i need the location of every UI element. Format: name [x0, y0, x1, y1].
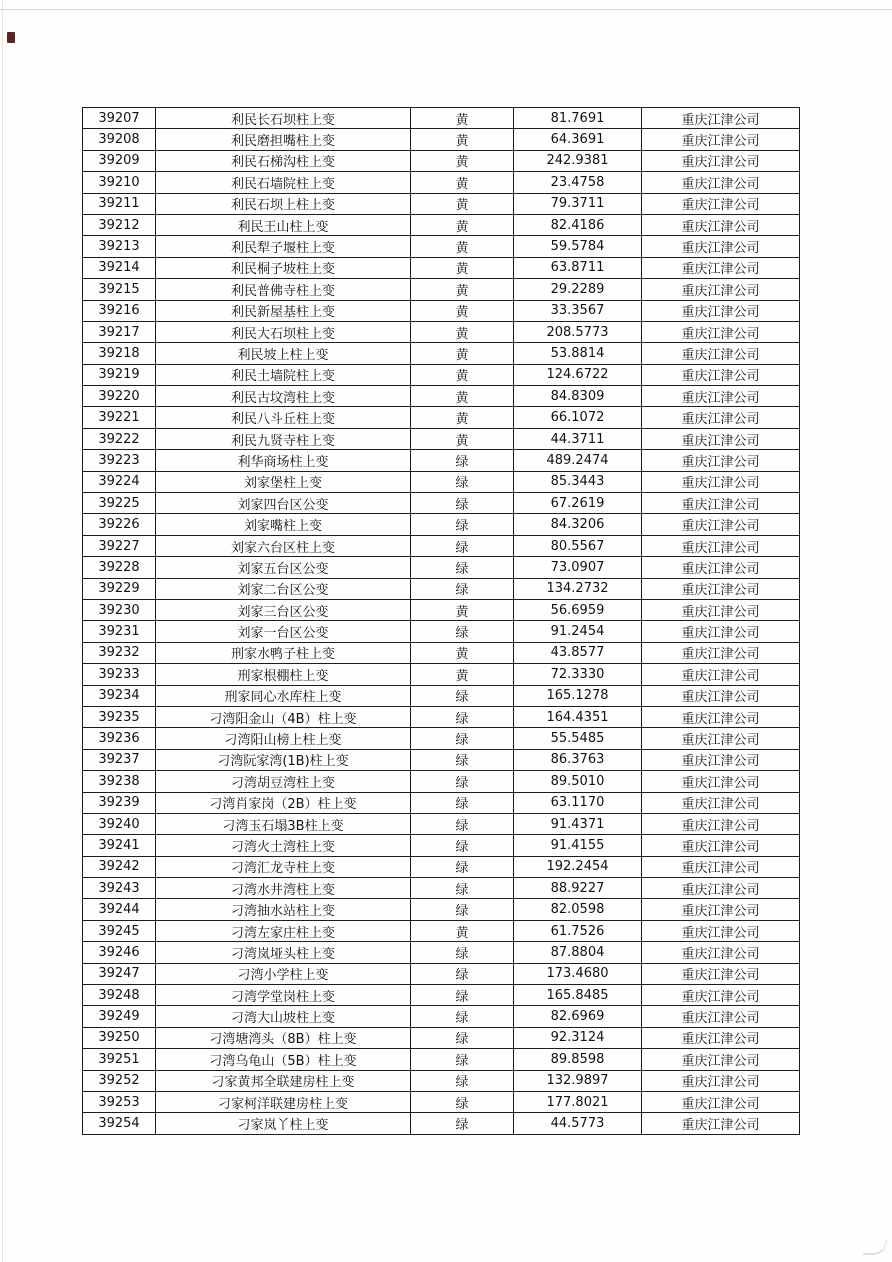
row-id-cell: 39222	[83, 428, 156, 449]
row-value-cell: 53.8814	[514, 343, 642, 364]
row-id-cell: 39250	[83, 1027, 156, 1048]
row-status-cell: 绿	[411, 771, 514, 792]
row-id-cell: 39231	[83, 621, 156, 642]
row-id-cell: 39229	[83, 578, 156, 599]
table-row	[83, 279, 800, 300]
row-name-cell: 利民犁子堰柱上变	[156, 236, 411, 257]
row-status-cell: 黄	[411, 428, 514, 449]
row-status-cell: 绿	[411, 535, 514, 556]
row-company-cell: 重庆江津公司	[642, 856, 800, 877]
table-row	[83, 920, 800, 941]
row-status-cell: 绿	[411, 1091, 514, 1112]
row-name-cell: 刘家一台区公变	[156, 621, 411, 642]
row-company-cell: 重庆江津公司	[642, 599, 800, 620]
row-company-cell: 重庆江津公司	[642, 407, 800, 428]
row-status-cell: 绿	[411, 835, 514, 856]
row-status-cell: 黄	[411, 407, 514, 428]
row-name-cell: 刁湾胡豆湾柱上变	[156, 771, 411, 792]
row-id-cell: 39239	[83, 792, 156, 813]
row-id-cell: 39240	[83, 813, 156, 834]
row-id-cell: 39245	[83, 920, 156, 941]
row-id-cell: 39223	[83, 450, 156, 471]
table-row	[83, 1113, 800, 1134]
row-id-cell: 39232	[83, 642, 156, 663]
row-value-cell: 91.4371	[514, 813, 642, 834]
row-name-cell: 利民新屋基柱上变	[156, 300, 411, 321]
row-name-cell: 利民磨担嘴柱上变	[156, 129, 411, 150]
row-id-cell: 39243	[83, 878, 156, 899]
row-status-cell: 绿	[411, 749, 514, 770]
row-value-cell: 91.2454	[514, 621, 642, 642]
table-row	[83, 1049, 800, 1070]
row-company-cell: 重庆江津公司	[642, 172, 800, 193]
row-id-cell: 39221	[83, 407, 156, 428]
table-row	[83, 728, 800, 749]
row-status-cell: 黄	[411, 108, 514, 129]
row-company-cell: 重庆江津公司	[642, 321, 800, 342]
table-row	[83, 942, 800, 963]
row-name-cell: 刁湾阮家湾(1B)柱上变	[156, 749, 411, 770]
row-id-cell: 39244	[83, 899, 156, 920]
row-id-cell: 39236	[83, 728, 156, 749]
table-row	[83, 364, 800, 385]
row-status-cell: 黄	[411, 214, 514, 235]
row-value-cell: 82.4186	[514, 214, 642, 235]
row-name-cell: 刘家二台区公变	[156, 578, 411, 599]
row-value-cell: 177.8021	[514, 1091, 642, 1112]
row-id-cell: 39217	[83, 321, 156, 342]
row-status-cell: 绿	[411, 493, 514, 514]
row-company-cell: 重庆江津公司	[642, 364, 800, 385]
row-id-cell: 39224	[83, 471, 156, 492]
row-value-cell: 91.4155	[514, 835, 642, 856]
table-row	[83, 749, 800, 770]
row-company-cell: 重庆江津公司	[642, 749, 800, 770]
row-id-cell: 39235	[83, 706, 156, 727]
row-id-cell: 39226	[83, 514, 156, 535]
row-id-cell: 39246	[83, 942, 156, 963]
row-id-cell: 39230	[83, 599, 156, 620]
row-id-cell: 39219	[83, 364, 156, 385]
row-status-cell: 黄	[411, 364, 514, 385]
row-value-cell: 92.3124	[514, 1027, 642, 1048]
row-company-cell: 重庆江津公司	[642, 621, 800, 642]
row-status-cell: 黄	[411, 236, 514, 257]
row-company-cell: 重庆江津公司	[642, 236, 800, 257]
row-company-cell: 重庆江津公司	[642, 1113, 800, 1134]
row-status-cell: 绿	[411, 942, 514, 963]
table-row	[83, 878, 800, 899]
row-company-cell: 重庆江津公司	[642, 578, 800, 599]
row-status-cell: 绿	[411, 985, 514, 1006]
row-name-cell: 刘家三台区公变	[156, 599, 411, 620]
row-name-cell: 利民石坝上柱上变	[156, 193, 411, 214]
table-row	[83, 321, 800, 342]
row-status-cell: 黄	[411, 300, 514, 321]
table-row	[83, 108, 800, 129]
row-name-cell: 刑家水鸭子柱上变	[156, 642, 411, 663]
row-company-cell: 重庆江津公司	[642, 1006, 800, 1027]
row-status-cell: 绿	[411, 621, 514, 642]
table-row	[83, 386, 800, 407]
row-status-cell: 绿	[411, 792, 514, 813]
table-body	[83, 108, 800, 1135]
row-name-cell: 刁湾大山坡柱上变	[156, 1006, 411, 1027]
row-name-cell: 刁湾玉石塌3B柱上变	[156, 813, 411, 834]
row-id-cell: 39247	[83, 963, 156, 984]
row-company-cell: 重庆江津公司	[642, 471, 800, 492]
row-name-cell: 刘家五台区公变	[156, 557, 411, 578]
row-id-cell: 39228	[83, 557, 156, 578]
row-name-cell: 利民坡上柱上变	[156, 343, 411, 364]
row-id-cell: 39227	[83, 535, 156, 556]
page-corner-mark	[7, 32, 15, 43]
row-value-cell: 44.5773	[514, 1113, 642, 1134]
row-status-cell: 绿	[411, 878, 514, 899]
table-row	[83, 835, 800, 856]
table-row	[83, 535, 800, 556]
table-row	[83, 214, 800, 235]
row-value-cell: 63.8711	[514, 257, 642, 278]
row-company-cell: 重庆江津公司	[642, 1091, 800, 1112]
row-name-cell: 利民桐子坡柱上变	[156, 257, 411, 278]
row-id-cell: 39207	[83, 108, 156, 129]
row-status-cell: 绿	[411, 728, 514, 749]
row-name-cell: 刁湾学堂岗柱上变	[156, 985, 411, 1006]
row-status-cell: 绿	[411, 578, 514, 599]
row-status-cell: 黄	[411, 257, 514, 278]
row-name-cell: 刑家根棚柱上变	[156, 664, 411, 685]
row-company-cell: 重庆江津公司	[642, 450, 800, 471]
row-value-cell: 44.3711	[514, 428, 642, 449]
row-value-cell: 242.9381	[514, 150, 642, 171]
row-company-cell: 重庆江津公司	[642, 514, 800, 535]
row-company-cell: 重庆江津公司	[642, 642, 800, 663]
row-name-cell: 刁湾抽水站柱上变	[156, 899, 411, 920]
row-company-cell: 重庆江津公司	[642, 963, 800, 984]
row-id-cell: 39252	[83, 1070, 156, 1091]
row-id-cell: 39215	[83, 279, 156, 300]
table-row	[83, 428, 800, 449]
row-value-cell: 29.2289	[514, 279, 642, 300]
table-row	[83, 1006, 800, 1027]
row-value-cell: 489.2474	[514, 450, 642, 471]
row-value-cell: 85.3443	[514, 471, 642, 492]
row-name-cell: 利民古坟湾柱上变	[156, 386, 411, 407]
row-name-cell: 刁湾水井湾柱上变	[156, 878, 411, 899]
table-row	[83, 621, 800, 642]
row-value-cell: 164.4351	[514, 706, 642, 727]
table-row	[83, 514, 800, 535]
table-row	[83, 150, 800, 171]
table-row	[83, 813, 800, 834]
table-row	[83, 578, 800, 599]
row-name-cell: 刁湾塘湾头（8B）柱上变	[156, 1027, 411, 1048]
row-value-cell: 89.5010	[514, 771, 642, 792]
page-corner-fold	[863, 1240, 887, 1255]
row-name-cell: 刁湾乌龟山（5B）柱上变	[156, 1049, 411, 1070]
row-id-cell: 39242	[83, 856, 156, 877]
row-name-cell: 刁湾汇龙寺柱上变	[156, 856, 411, 877]
row-name-cell: 刘家嘴柱上变	[156, 514, 411, 535]
table-row	[83, 1027, 800, 1048]
row-id-cell: 39233	[83, 664, 156, 685]
row-company-cell: 重庆江津公司	[642, 878, 800, 899]
row-value-cell: 81.7691	[514, 108, 642, 129]
table-row	[83, 300, 800, 321]
row-company-cell: 重庆江津公司	[642, 300, 800, 321]
row-name-cell: 利民八斗丘柱上变	[156, 407, 411, 428]
row-company-cell: 重庆江津公司	[642, 728, 800, 749]
row-company-cell: 重庆江津公司	[642, 386, 800, 407]
row-company-cell: 重庆江津公司	[642, 706, 800, 727]
row-status-cell: 黄	[411, 279, 514, 300]
row-company-cell: 重庆江津公司	[642, 343, 800, 364]
table-row	[83, 407, 800, 428]
row-id-cell: 39212	[83, 214, 156, 235]
row-company-cell: 重庆江津公司	[642, 193, 800, 214]
row-value-cell: 63.1170	[514, 792, 642, 813]
table-row	[83, 899, 800, 920]
table-row	[83, 985, 800, 1006]
row-name-cell: 刁湾火土湾柱上变	[156, 835, 411, 856]
row-value-cell: 55.5485	[514, 728, 642, 749]
row-company-cell: 重庆江津公司	[642, 493, 800, 514]
row-value-cell: 73.0907	[514, 557, 642, 578]
row-value-cell: 59.5784	[514, 236, 642, 257]
row-company-cell: 重庆江津公司	[642, 1027, 800, 1048]
row-company-cell: 重庆江津公司	[642, 835, 800, 856]
row-id-cell: 39248	[83, 985, 156, 1006]
row-name-cell: 利民九贤寺柱上变	[156, 428, 411, 449]
row-value-cell: 87.8804	[514, 942, 642, 963]
row-value-cell: 192.2454	[514, 856, 642, 877]
row-id-cell: 39216	[83, 300, 156, 321]
row-value-cell: 66.1072	[514, 407, 642, 428]
row-status-cell: 黄	[411, 599, 514, 620]
row-status-cell: 绿	[411, 514, 514, 535]
row-value-cell: 132.9897	[514, 1070, 642, 1091]
row-value-cell: 165.1278	[514, 685, 642, 706]
row-status-cell: 绿	[411, 1006, 514, 1027]
row-name-cell: 利华商场柱上变	[156, 450, 411, 471]
row-value-cell: 86.3763	[514, 749, 642, 770]
row-status-cell: 绿	[411, 1049, 514, 1070]
row-name-cell: 利民石梯沟柱上变	[156, 150, 411, 171]
row-status-cell: 黄	[411, 642, 514, 663]
table-row	[83, 963, 800, 984]
table-row	[83, 664, 800, 685]
row-id-cell: 39253	[83, 1091, 156, 1112]
scan-edge-top-line	[0, 9, 892, 10]
row-company-cell: 重庆江津公司	[642, 1049, 800, 1070]
row-value-cell: 33.3567	[514, 300, 642, 321]
row-id-cell: 39210	[83, 172, 156, 193]
row-company-cell: 重庆江津公司	[642, 535, 800, 556]
table-row	[83, 257, 800, 278]
row-status-cell: 绿	[411, 963, 514, 984]
row-company-cell: 重庆江津公司	[642, 108, 800, 129]
row-id-cell: 39234	[83, 685, 156, 706]
row-value-cell: 67.2619	[514, 493, 642, 514]
row-id-cell: 39241	[83, 835, 156, 856]
row-status-cell: 黄	[411, 664, 514, 685]
row-company-cell: 重庆江津公司	[642, 899, 800, 920]
row-id-cell: 39254	[83, 1113, 156, 1134]
row-value-cell: 43.8577	[514, 642, 642, 663]
row-name-cell: 刁家黄邦全联建房柱上变	[156, 1070, 411, 1091]
table-row	[83, 343, 800, 364]
row-id-cell: 39218	[83, 343, 156, 364]
row-name-cell: 刁湾小学柱上变	[156, 963, 411, 984]
table-row	[83, 493, 800, 514]
row-status-cell: 绿	[411, 1070, 514, 1091]
row-status-cell: 绿	[411, 899, 514, 920]
row-company-cell: 重庆江津公司	[642, 942, 800, 963]
transformer-table	[82, 107, 800, 1135]
table-row	[83, 642, 800, 663]
table-row	[83, 1091, 800, 1112]
row-value-cell: 84.8309	[514, 386, 642, 407]
row-company-cell: 重庆江津公司	[642, 557, 800, 578]
row-company-cell: 重庆江津公司	[642, 985, 800, 1006]
row-name-cell: 刁湾阳山榜上柱上变	[156, 728, 411, 749]
row-id-cell: 39225	[83, 493, 156, 514]
row-value-cell: 165.8485	[514, 985, 642, 1006]
row-value-cell: 88.9227	[514, 878, 642, 899]
row-value-cell: 72.3330	[514, 664, 642, 685]
row-status-cell: 绿	[411, 471, 514, 492]
row-status-cell: 绿	[411, 685, 514, 706]
row-id-cell: 39251	[83, 1049, 156, 1070]
row-company-cell: 重庆江津公司	[642, 279, 800, 300]
table-row	[83, 450, 800, 471]
row-company-cell: 重庆江津公司	[642, 150, 800, 171]
row-value-cell: 89.8598	[514, 1049, 642, 1070]
row-company-cell: 重庆江津公司	[642, 792, 800, 813]
row-company-cell: 重庆江津公司	[642, 1070, 800, 1091]
row-name-cell: 刁湾左家庄柱上变	[156, 920, 411, 941]
row-company-cell: 重庆江津公司	[642, 214, 800, 235]
row-status-cell: 绿	[411, 1027, 514, 1048]
row-company-cell: 重庆江津公司	[642, 685, 800, 706]
table-row	[83, 236, 800, 257]
scan-edge-left-line	[2, 0, 3, 1262]
row-name-cell: 利民大石坝柱上变	[156, 321, 411, 342]
row-status-cell: 绿	[411, 1113, 514, 1134]
row-name-cell: 刁家岚丫柱上变	[156, 1113, 411, 1134]
table-row	[83, 471, 800, 492]
row-status-cell: 黄	[411, 343, 514, 364]
table-row	[83, 792, 800, 813]
table-row	[83, 193, 800, 214]
table-row	[83, 599, 800, 620]
row-status-cell: 绿	[411, 706, 514, 727]
row-value-cell: 64.3691	[514, 129, 642, 150]
row-value-cell: 82.6969	[514, 1006, 642, 1027]
row-name-cell: 刘家六台区柱上变	[156, 535, 411, 556]
row-company-cell: 重庆江津公司	[642, 664, 800, 685]
row-id-cell: 39208	[83, 129, 156, 150]
table-row	[83, 557, 800, 578]
row-status-cell: 绿	[411, 813, 514, 834]
table-row	[83, 706, 800, 727]
row-id-cell: 39249	[83, 1006, 156, 1027]
row-company-cell: 重庆江津公司	[642, 920, 800, 941]
row-company-cell: 重庆江津公司	[642, 129, 800, 150]
row-value-cell: 84.3206	[514, 514, 642, 535]
table-row	[83, 172, 800, 193]
table-row	[83, 129, 800, 150]
row-value-cell: 124.6722	[514, 364, 642, 385]
table-row	[83, 771, 800, 792]
row-id-cell: 39209	[83, 150, 156, 171]
row-id-cell: 39213	[83, 236, 156, 257]
row-name-cell: 利民王山柱上变	[156, 214, 411, 235]
row-name-cell: 利民石墙院柱上变	[156, 172, 411, 193]
row-name-cell: 刁湾阳金山（4B）柱上变	[156, 706, 411, 727]
row-name-cell: 刑家同心水库柱上变	[156, 685, 411, 706]
row-status-cell: 黄	[411, 172, 514, 193]
row-status-cell: 黄	[411, 321, 514, 342]
table-row	[83, 856, 800, 877]
row-company-cell: 重庆江津公司	[642, 257, 800, 278]
row-status-cell: 黄	[411, 129, 514, 150]
row-id-cell: 39214	[83, 257, 156, 278]
row-name-cell: 利民长石坝柱上变	[156, 108, 411, 129]
table-row	[83, 1070, 800, 1091]
row-value-cell: 61.7526	[514, 920, 642, 941]
row-value-cell: 56.6959	[514, 599, 642, 620]
row-status-cell: 绿	[411, 557, 514, 578]
row-status-cell: 黄	[411, 150, 514, 171]
row-value-cell: 82.0598	[514, 899, 642, 920]
row-name-cell: 刘家四台区公变	[156, 493, 411, 514]
row-id-cell: 39220	[83, 386, 156, 407]
row-name-cell: 利民普佛寺柱上变	[156, 279, 411, 300]
row-status-cell: 黄	[411, 920, 514, 941]
row-status-cell: 黄	[411, 193, 514, 214]
row-value-cell: 208.5773	[514, 321, 642, 342]
row-id-cell: 39211	[83, 193, 156, 214]
row-name-cell: 刁湾肖家岗（2B）柱上变	[156, 792, 411, 813]
row-id-cell: 39237	[83, 749, 156, 770]
row-value-cell: 80.5567	[514, 535, 642, 556]
row-status-cell: 绿	[411, 450, 514, 471]
row-name-cell: 刁家柯洋联建房柱上变	[156, 1091, 411, 1112]
row-company-cell: 重庆江津公司	[642, 428, 800, 449]
table-row	[83, 685, 800, 706]
row-company-cell: 重庆江津公司	[642, 813, 800, 834]
row-value-cell: 79.3711	[514, 193, 642, 214]
row-value-cell: 173.4680	[514, 963, 642, 984]
row-value-cell: 23.4758	[514, 172, 642, 193]
row-name-cell: 刁湾岚垭头柱上变	[156, 942, 411, 963]
row-name-cell: 刘家堡柱上变	[156, 471, 411, 492]
row-name-cell: 利民土墙院柱上变	[156, 364, 411, 385]
row-company-cell: 重庆江津公司	[642, 771, 800, 792]
row-value-cell: 134.2732	[514, 578, 642, 599]
row-status-cell: 绿	[411, 856, 514, 877]
row-status-cell: 黄	[411, 386, 514, 407]
row-id-cell: 39238	[83, 771, 156, 792]
